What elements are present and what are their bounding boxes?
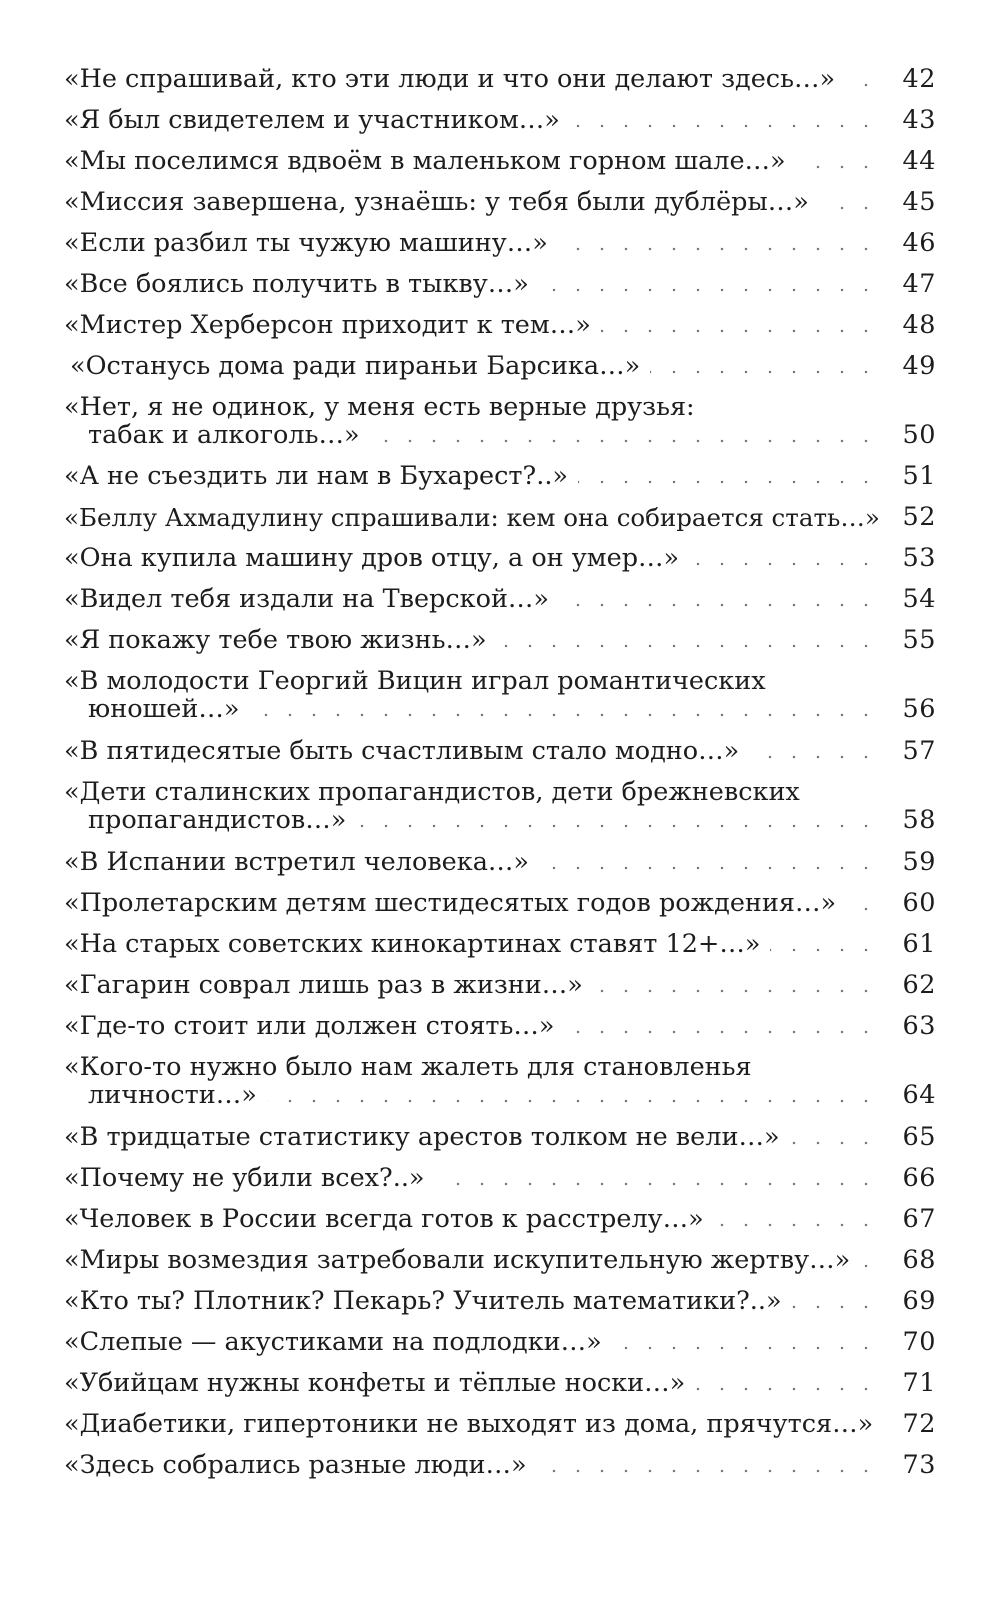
toc-entry-page: 58 [902,805,936,835]
toc-entry-title: «Я был свидетелем и участником…» [64,105,560,135]
dot-leader [601,329,878,333]
dot-leader [559,603,878,607]
toc-entry-title: «Убийцам нужны конфеты и тёплые носки…» [64,1368,686,1398]
toc-entry-title: «Слепые — акустиками на подлодки…» [64,1327,602,1357]
dot-leader [249,713,878,717]
toc-entry-page: 60 [902,888,936,918]
dot-leader [370,439,878,443]
toc-entry-page: 47 [902,269,936,299]
toc-entry-title: «В молодости Георгий Вицин играл романтических [64,666,766,696]
toc-entry-title-continued: пропагандистов…» [88,805,347,835]
toc-entry-page: 45 [902,187,936,217]
dot-leader [749,755,878,759]
toc-entry-title: «Нет, я не одинок, у меня есть верные друзья: [64,392,695,422]
toc-entry-title: «Дети сталинских пропагандистов, дети брежневских [64,777,800,807]
dot-leader [796,165,878,169]
dot-leader [792,1305,878,1309]
toc-entry-title: «В пятидесятые быть счастливым стало модно…» [64,736,740,766]
toc-entry-title: «Почему не убили всех?..» [64,1163,425,1193]
toc-entry-page: 48 [902,310,936,340]
toc-entry [64,1053,936,1111]
dot-leader [845,83,878,87]
toc-entry-title: «Она купила машину дров отцу, а он умер…» [64,543,680,573]
dot-leader [570,124,878,128]
toc-entry-title: «Видел тебя издали на Тверской…» [64,584,550,614]
toc-entry-page: 49 [902,351,936,381]
toc-entry-page: 72 [902,1409,936,1439]
toc-entry-title: «В тридцатые статистику арестов толком не вели…» [64,1122,780,1152]
toc-entry-title: «Мы поселимся вдвоём в маленьком горном шале…» [64,146,786,176]
toc-entry-title: «На старых советских кинокартинах ставят 12+…» [64,929,761,959]
toc-entry-page: 46 [902,228,936,258]
toc-entry-title: «Миры возмездия затребовали искупительную жертву…» [64,1245,851,1275]
dot-leader [689,562,878,566]
dot-leader [539,288,878,292]
toc-entry-page: 64 [902,1080,936,1110]
toc-entry-page: 69 [902,1286,936,1316]
toc-entry-page: 62 [902,970,936,1000]
dot-leader [695,1387,878,1391]
toc-entry-page: 68 [902,1245,936,1275]
dot-leader [539,866,878,870]
dot-leader [497,644,878,648]
toc-entry-title: «Не спрашивай, кто эти люди и что они делают здесь…» [64,64,836,94]
toc-entry-page: 50 [902,420,936,450]
toc-entry-page: 42 [902,64,936,94]
toc-entry-page: 51 [902,461,936,491]
toc-entry-page: 67 [902,1204,936,1234]
dot-leader [650,370,878,374]
toc-entry-title: «Все боялись получить в тыкву…» [64,269,529,299]
toc-entry-title: «Пролетарским детям шестидесятых годов рождения…» [64,888,837,918]
toc-entry-title: «Мистер Херберсон приходит к тем…» [64,310,591,340]
toc-entry-title: «Кого-то нужно было нам жалеть для становленья [64,1052,752,1082]
toc-entry-page: 44 [902,146,936,176]
toc-entry-page: 43 [902,105,936,135]
toc-entry-title: «А не съездить ли нам в Бухарест?..» [64,461,569,491]
toc-entry-title: «Если разбил ты чужую машину…» [64,228,548,258]
dot-leader [267,1099,878,1103]
toc-entry-page: 65 [902,1122,936,1152]
dot-leader [790,1141,878,1145]
toc-entry-title: «Останусь дома ради пираньи Барсика…» [70,351,641,381]
toc-entry-page: 53 [902,543,936,573]
toc-entry-page: 56 [902,694,936,724]
toc-entry-page: 73 [902,1450,936,1480]
toc-entry-title: «Диабетики, гипертоники не выходят из дома, прячутся…» [64,1409,874,1439]
dot-leader [558,247,878,251]
toc-entry-title-continued: личности…» [88,1080,257,1110]
toc-entry-title: «Здесь собрались разные люди…» [64,1450,527,1480]
toc-entry-page: 54 [902,584,936,614]
toc-entry-title: «Беллу Ахмадулину спрашивали: кем она собирается стать…» [64,503,880,532]
toc-entry [64,778,936,836]
dot-leader [593,989,878,993]
toc-entry-page: 59 [902,847,936,877]
dot-leader [537,1469,878,1473]
toc-entry-title: «Гагарин соврал лишь раз в жизни…» [64,970,583,1000]
toc-entry-title-continued: табак и алкоголь…» [88,420,360,450]
toc-entry-page: 63 [902,1011,936,1041]
toc-entry-page: 57 [902,736,936,766]
toc-entry-page: 61 [902,929,936,959]
toc-entry-page: 71 [902,1368,936,1398]
toc-entry-title: «Где-то стоит или должен стоять…» [64,1011,555,1041]
toc-entry-title: «Кто ты? Плотник? Пекарь? Учитель математики?..» [64,1286,782,1316]
toc-entry-title: «Миссия завершена, узнаёшь: у тебя были дублёры…» [64,187,809,217]
toc-entry-title-continued: юношей…» [88,694,240,724]
toc-entry-title: «Человек в России всегда готов к расстрелу…» [64,1204,704,1234]
dot-leader [578,480,878,484]
dot-leader [819,206,878,210]
toc-entry-page: 70 [902,1327,936,1357]
dot-leader [860,1264,878,1268]
toc-entry-title: «Я покажу тебе твою жизнь…» [64,625,487,655]
toc-entry-page: 66 [902,1163,936,1193]
toc-entry-page: 52 [902,502,936,532]
toc-entry-title: «В Испании встретил человека…» [64,847,530,877]
dot-leader [714,1223,878,1227]
toc-entry [64,393,936,451]
dot-leader [356,824,878,828]
dot-leader [612,1346,878,1350]
dot-leader [770,948,878,952]
dot-leader [565,1030,878,1034]
toc-entry-page: 55 [902,625,936,655]
toc-entry [64,667,936,725]
dot-leader [435,1182,878,1186]
dot-leader [846,907,878,911]
